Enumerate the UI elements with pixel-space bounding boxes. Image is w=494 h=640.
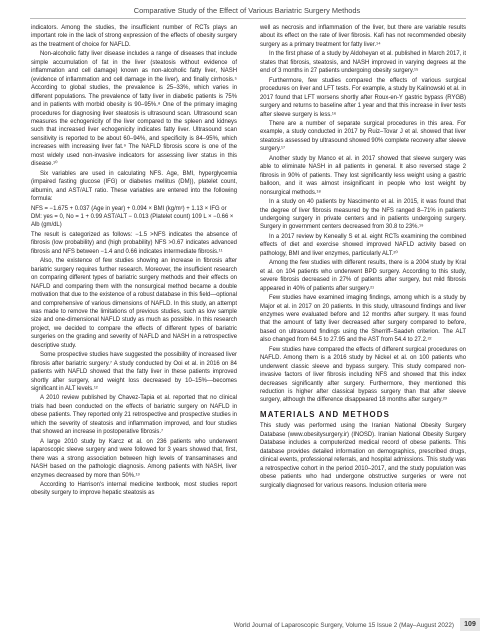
nfs-formula: NFS = −1.675 + 0.037 (Age in year) + 0.094 × BMI (kg/m²) + 1.13 × IFG or DM: yes = 0, No = 1 + 0.99 AST/ALT − 0.013 (Platelet count) 109 L × −0.66 × Alb (gm/dL)	[31, 205, 234, 229]
paragraph: Few studies have compared the effects of different surgical procedures on NAFLD. Among them is a 2016 study by Nickel et al. on 100 patients who underwent classic sleeve and bypass surgery. This study compared non-invasive factors of liver fibrosis including NFS and showed that this index decreases significantly after surgery. Furthermore, they mentioned this reduction is higher after classical bypass surgery than that after sleeve surgery, although the difference disappeared 18 months after surgery.²³	[260, 346, 466, 404]
paragraph: A large 2010 study by Karcz et al. on 236 patients who underwent laparoscopic sleeve surgery and were followed for 3 years showed that, first, there was a strong association between high levels of transaminases and NASH based on the pathologic diagnosis. Among patients with NASH, liver enzymes decreased by more than 50%.¹³	[31, 438, 237, 479]
paragraph: According to Harrison's internal medicine textbook, most studies report obesity surgery to improve hepatic steatosis as	[31, 482, 237, 497]
paragraph: Another study by Manco et al. in 2017 showed that sleeve surgery was able to eliminate NASH in all patients in general. It also reversed stage 2 fibrosis in 90% of patients. They lost significantly less weight using a gastric balloon, and it was almost insignificant in people who lost weight by nonsurgical methods.¹⁸	[260, 155, 466, 196]
paragraph: The result is categorized as follows: −1.5 >NFS indicates the absence of fibrosis (low probability) and (high probability) NFS >0.67 indicates advanced fibrosis and NFS between −1.4 and 0.66 indicates intermediate fibrosis.¹¹	[31, 231, 237, 255]
running-header: Comparative Study of the Effect of Various Bariatric Surgery Methods	[133, 6, 361, 15]
paragraph: A 2010 review published by Chavez-Tapia et al. reported that no clinical trials had been conducted on the effects of bariatric surgery on NAFLD in obese patients. They reported only 21 retrospective and prospective studies in which the severity of steatosis and inflammation improved, and four studies that showed an increase in postoperative fibrosis.⁷	[31, 395, 237, 436]
header-divider	[30, 18, 466, 19]
paragraph: This study was performed using the Iranian National Obesity Surgery Database (www.obesitysurgery.ir) (INOSD). Iranian National Obesity Surgery Database includes a computerized medical record of obese patients. This database provides detailed information on demographics, prescribed drugs, clinical events, professional referrals, and hospital admissions. This study was a retrospective cohort in the period 2010–2017, and the study population was obese patients who had undergone obstructive surgeries or were not surgically diagnosed for various reasons. Inclusion criteria were	[260, 423, 466, 489]
paragraph: indicators. Among the studies, the insufficient number of RCTs plays an important role in the lack of strong expression of the effects of obesity surgery as the treatment of choice for NAFLD.	[31, 25, 237, 48]
paragraph: well as necrosis and inflammation of the liver, but there are variable results about its effect on the rate of liver fibrosis. Kafi has not recommended obesity surgery as a primary treatment for fatty liver.¹⁴	[260, 25, 466, 48]
section-heading: MATERIALS AND METHODS	[260, 409, 391, 419]
paragraph: Among the few studies with different results, there is a 2004 study by Kral et al. on 104 patients who underwent BPD surgery. According to this study, severe fibrosis decreased in 27% of patients after surgery, but mild fibrosis appeared in 40% of patients after surgery.²¹	[260, 260, 466, 292]
left-column	[31, 24, 237, 499]
paragraph: Furthermore, few studies compared the effects of various surgical procedures on liver and LFT tests. For example, a study by Kalinowski et al. in 2017 found that LFT worsens shortly after Roux-en-Y gastric bypass (RYGB) surgery and returns to baseline after 1 year and that this increase in liver tests after sleeve surgery is less.¹⁶	[260, 77, 466, 118]
page-number: 109	[460, 618, 480, 631]
paragraph: Also, the existence of few studies showing an increase in fibrosis after bariatric surgery requires further research. Moreover, the insufficient research on comparing different types of bariatric surgery methods and their effects on NAFLD and comparing them with the nonsurgical method became a double motivation that due to the existence of a robust database in this field—optional and comprehensive of various dimensions of NAFLD. In this study, an attempt was made to remove the limitations of previous studies, such as low sample size and one-dimensional NAFLD study as much as possible. In this research project, we decided to compare the effects of different types of bariatric surgeries on the grading and severity of NAFLD and NASH in a retrospective descriptive study.	[31, 258, 237, 349]
page-footer	[0, 617, 494, 631]
right-column	[260, 24, 466, 491]
paragraph: In a 2017 review by Keneally S et al. eight RCTs examining the combined effects of diet and exercise showed improved NAFLD activity based on pathology, BMI and liver enzymes, particularly ALT.²⁰	[260, 233, 466, 257]
paragraph: In the first phase of a study by Aldoheyan et al. published in March 2017, it states that fibrosis, steatosis, and NASH improved in varying degrees at the end of 3 months in 27 patients undergoing obesity surgery.¹⁵	[260, 51, 466, 75]
paragraph: Non-alcoholic fatty liver disease includes a range of diseases that include simple accumulation of fat in the liver (steatosis without evidence of inflammation and cell damage) known as non-alcoholic fatty liver, NASH (evidence of inflammation and cell damage in the liver), and finally cirrhosis.⁵ According to global studies, the prevalence is 25–33%, which varies in different populations. The prevalence of fatty liver in diabetic patients is 75% and in patients with morbid obesity is 90–95%.⁸ One of the primary imaging procedures for diagnosing liver steatosis is ultrasound scan. Ultrasound scan measures the echogenicity of the liver compared to the spleen and kidneys such that increased liver echogenicity indicates fatty liver. Ultrasound scan sensitivity is reported to be about 60–94%, and specificity is 84–95%, which increases with increasing liver fat.⁹ The NAFLD fibrosis score is one of the most widely used non-invasive indicators for assessing liver status in this disease.¹⁰	[31, 51, 237, 168]
paragraph: Some prospective studies have suggested the possibility of increased liver fibrosis after bariatric surgery.⁷ A study conducted by Ooi et al. in 2016 on 84 patients with NAFLD showed that the fatty liver in these patients improved shortly after surgery, and weight loss decreased by 10–15%—becomes significant in ALT levels.¹²	[31, 352, 237, 393]
journal-citation: World Journal of Laparoscopic Surgery, Volume 15 Issue 2 (May–August 2022)	[233, 622, 454, 629]
paragraph: Few studies have examined imaging findings, among which is a study by Major et al. in 2017 on 20 patients. In this study, ultrasound findings and liver enzymes were evaluated before and 12 months after surgery. It was found that the amount of fatty liver decreased after surgery compared to before, based on ultrasound findings using the Sherriff–Saadeh criterion. The ALT also changed from 64.5 to 27.95 and the AST from 54.4 to 27.2.²²	[260, 295, 466, 344]
paragraph: There are a number of separate surgical procedures in this area. For example, a study conducted in 2017 by Ruiz–Tovar J et al. showed that liver steatosis assessed by ultrasound showed 90% complete recovery after sleeve surgery.¹⁷	[260, 120, 466, 153]
paragraph: Six variables are used in calculating NFS. Age, BMI, hyperglycemia (impaired fasting glucose (IFG) or diabetes mellitus (DM)), platelet count, albumin, and AST/ALT ratio. These variables are entered into the following formula:	[31, 170, 237, 203]
paragraph: In a study on 40 patients by Nascimento et al. in 2015, it was found that the degree of liver fibrosis measured by the NFS ranged 8–71% in patients undergoing surgery in private centers and in patients undergoing surgery. Surgery in government centers decreased from 30.8 to 23%.¹⁹	[260, 199, 466, 231]
